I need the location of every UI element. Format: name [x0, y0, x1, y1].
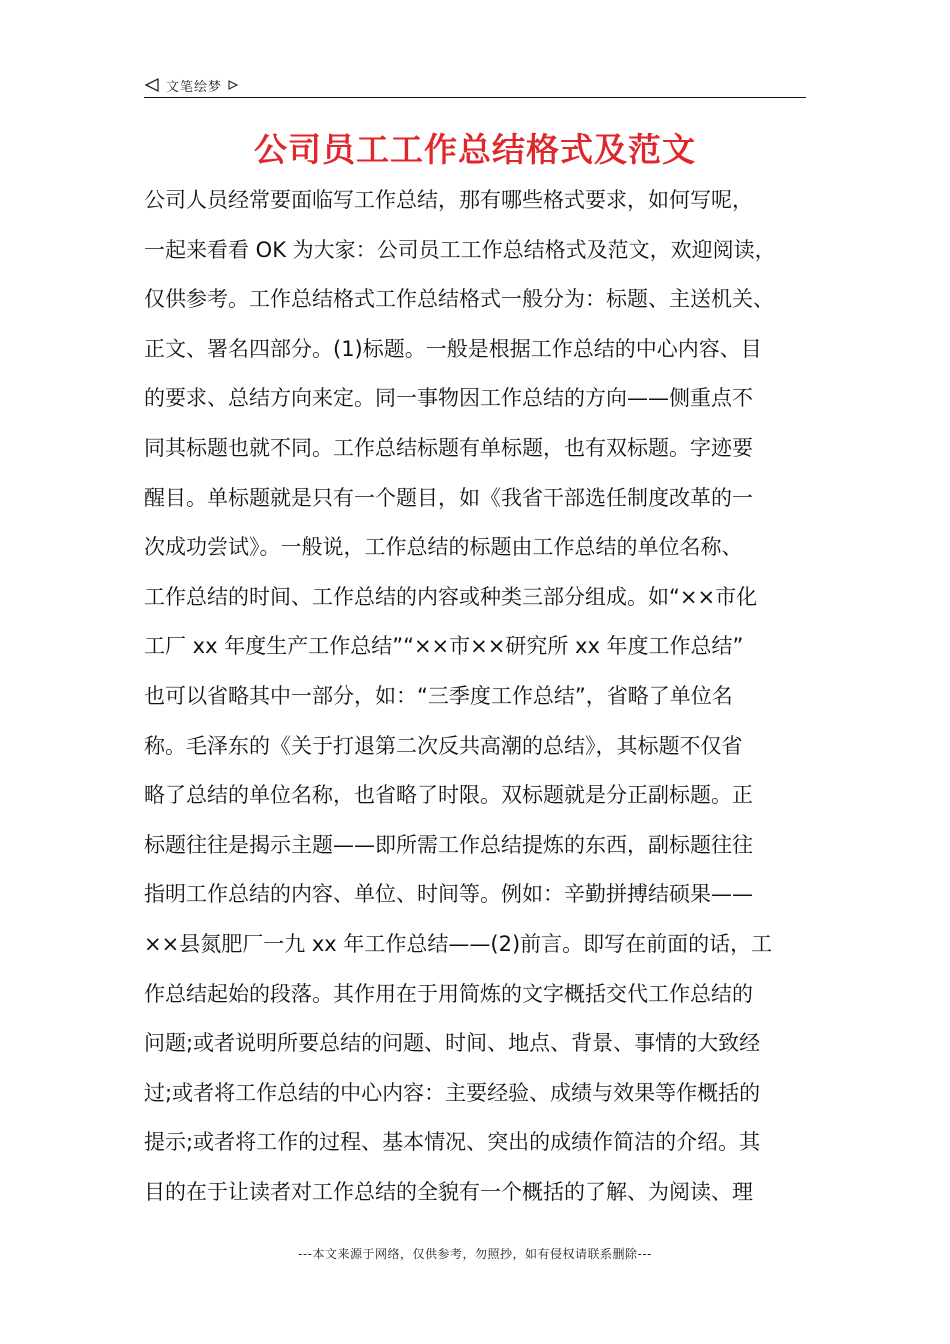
body-line: 工厂 xx 年度生产工作总结”“××市××研究所 xx 年度工作总结”: [144, 634, 744, 659]
body-line: 一起来看看 OK 为大家：公司员工工作总结格式及范文，欢迎阅读，: [144, 237, 776, 262]
body-line: 同其标题也就不同。工作总结标题有单标题，也有双标题。字迹要: [144, 435, 753, 460]
header-divider: [144, 97, 806, 98]
header-brand: 文笔绘梦: [166, 79, 223, 95]
body-line: 提示;或者将工作的过程、基本情况、突出的成绩作简洁的介绍。其: [144, 1130, 761, 1155]
body-line: 标题往往是揭示主题——即所需工作总结提炼的东西，副标题往往: [144, 832, 753, 857]
body-line: 问题;或者说明所要总结的问题、时间、地点、背景、事情的大致经: [144, 1031, 761, 1056]
body-line: 目的在于让读者对工作总结的全貌有一个概括的了解、为阅读、理: [144, 1179, 753, 1204]
body-line: 正文、署名四部分。(1)标题。一般是根据工作总结的中心内容、目: [144, 336, 762, 361]
body-line: 略了总结的单位名称，也省略了时限。双标题就是分正副标题。正: [144, 783, 753, 808]
body-line: 作总结起始的段落。其作用在于用简炼的文字概括交代工作总结的: [144, 981, 753, 1006]
body-line: 过;或者将工作总结的中心内容：主要经验、成绩与效果等作概括的: [144, 1080, 761, 1105]
body-line: ××县氮肥厂一九 xx 年工作总结——(2)前言。即写在前面的话，工: [144, 931, 773, 956]
document-title: 公司员工工作总结格式及范文: [254, 130, 696, 169]
body-line: 次成功尝试》。一般说，工作总结的标题由工作总结的单位名称、: [144, 535, 743, 560]
body-line: 工作总结的时间、工作总结的内容或种类三部分组成。如“××市化: [144, 584, 758, 609]
triangle-right-outline-icon: [228, 80, 238, 90]
body-line: 称。毛泽东的《关于打退第二次反共高潮的总结》，其标题不仅省: [144, 733, 743, 758]
page-header: [144, 73, 806, 97]
body-line: 仅供参考。工作总结格式工作总结格式一般分为：标题、主送机关、: [144, 287, 774, 312]
page-footer-disclaimer: ---本文来源于网络，仅供参考，勿照抄，如有侵权请联系删除---: [298, 1247, 652, 1261]
body-line: 醒目。单标题就是只有一个题目，如《我省干部选任制度改革的一: [144, 485, 753, 510]
body-line: 的要求、总结方向来定。同一事物因工作总结的方向——侧重点不: [144, 386, 753, 411]
body-line: 也可以省略其中一部分，如：“三季度工作总结”，省略了单位名: [144, 683, 733, 708]
triangle-left-outline-icon: [144, 77, 160, 93]
body-line: 指明工作总结的内容、单位、时间等。例如：辛勤拼搏结硕果——: [144, 882, 753, 907]
body-line: 公司人员经常要面临写工作总结，那有哪些格式要求，如何写呢，: [144, 188, 753, 212]
document-body: [144, 176, 806, 1217]
